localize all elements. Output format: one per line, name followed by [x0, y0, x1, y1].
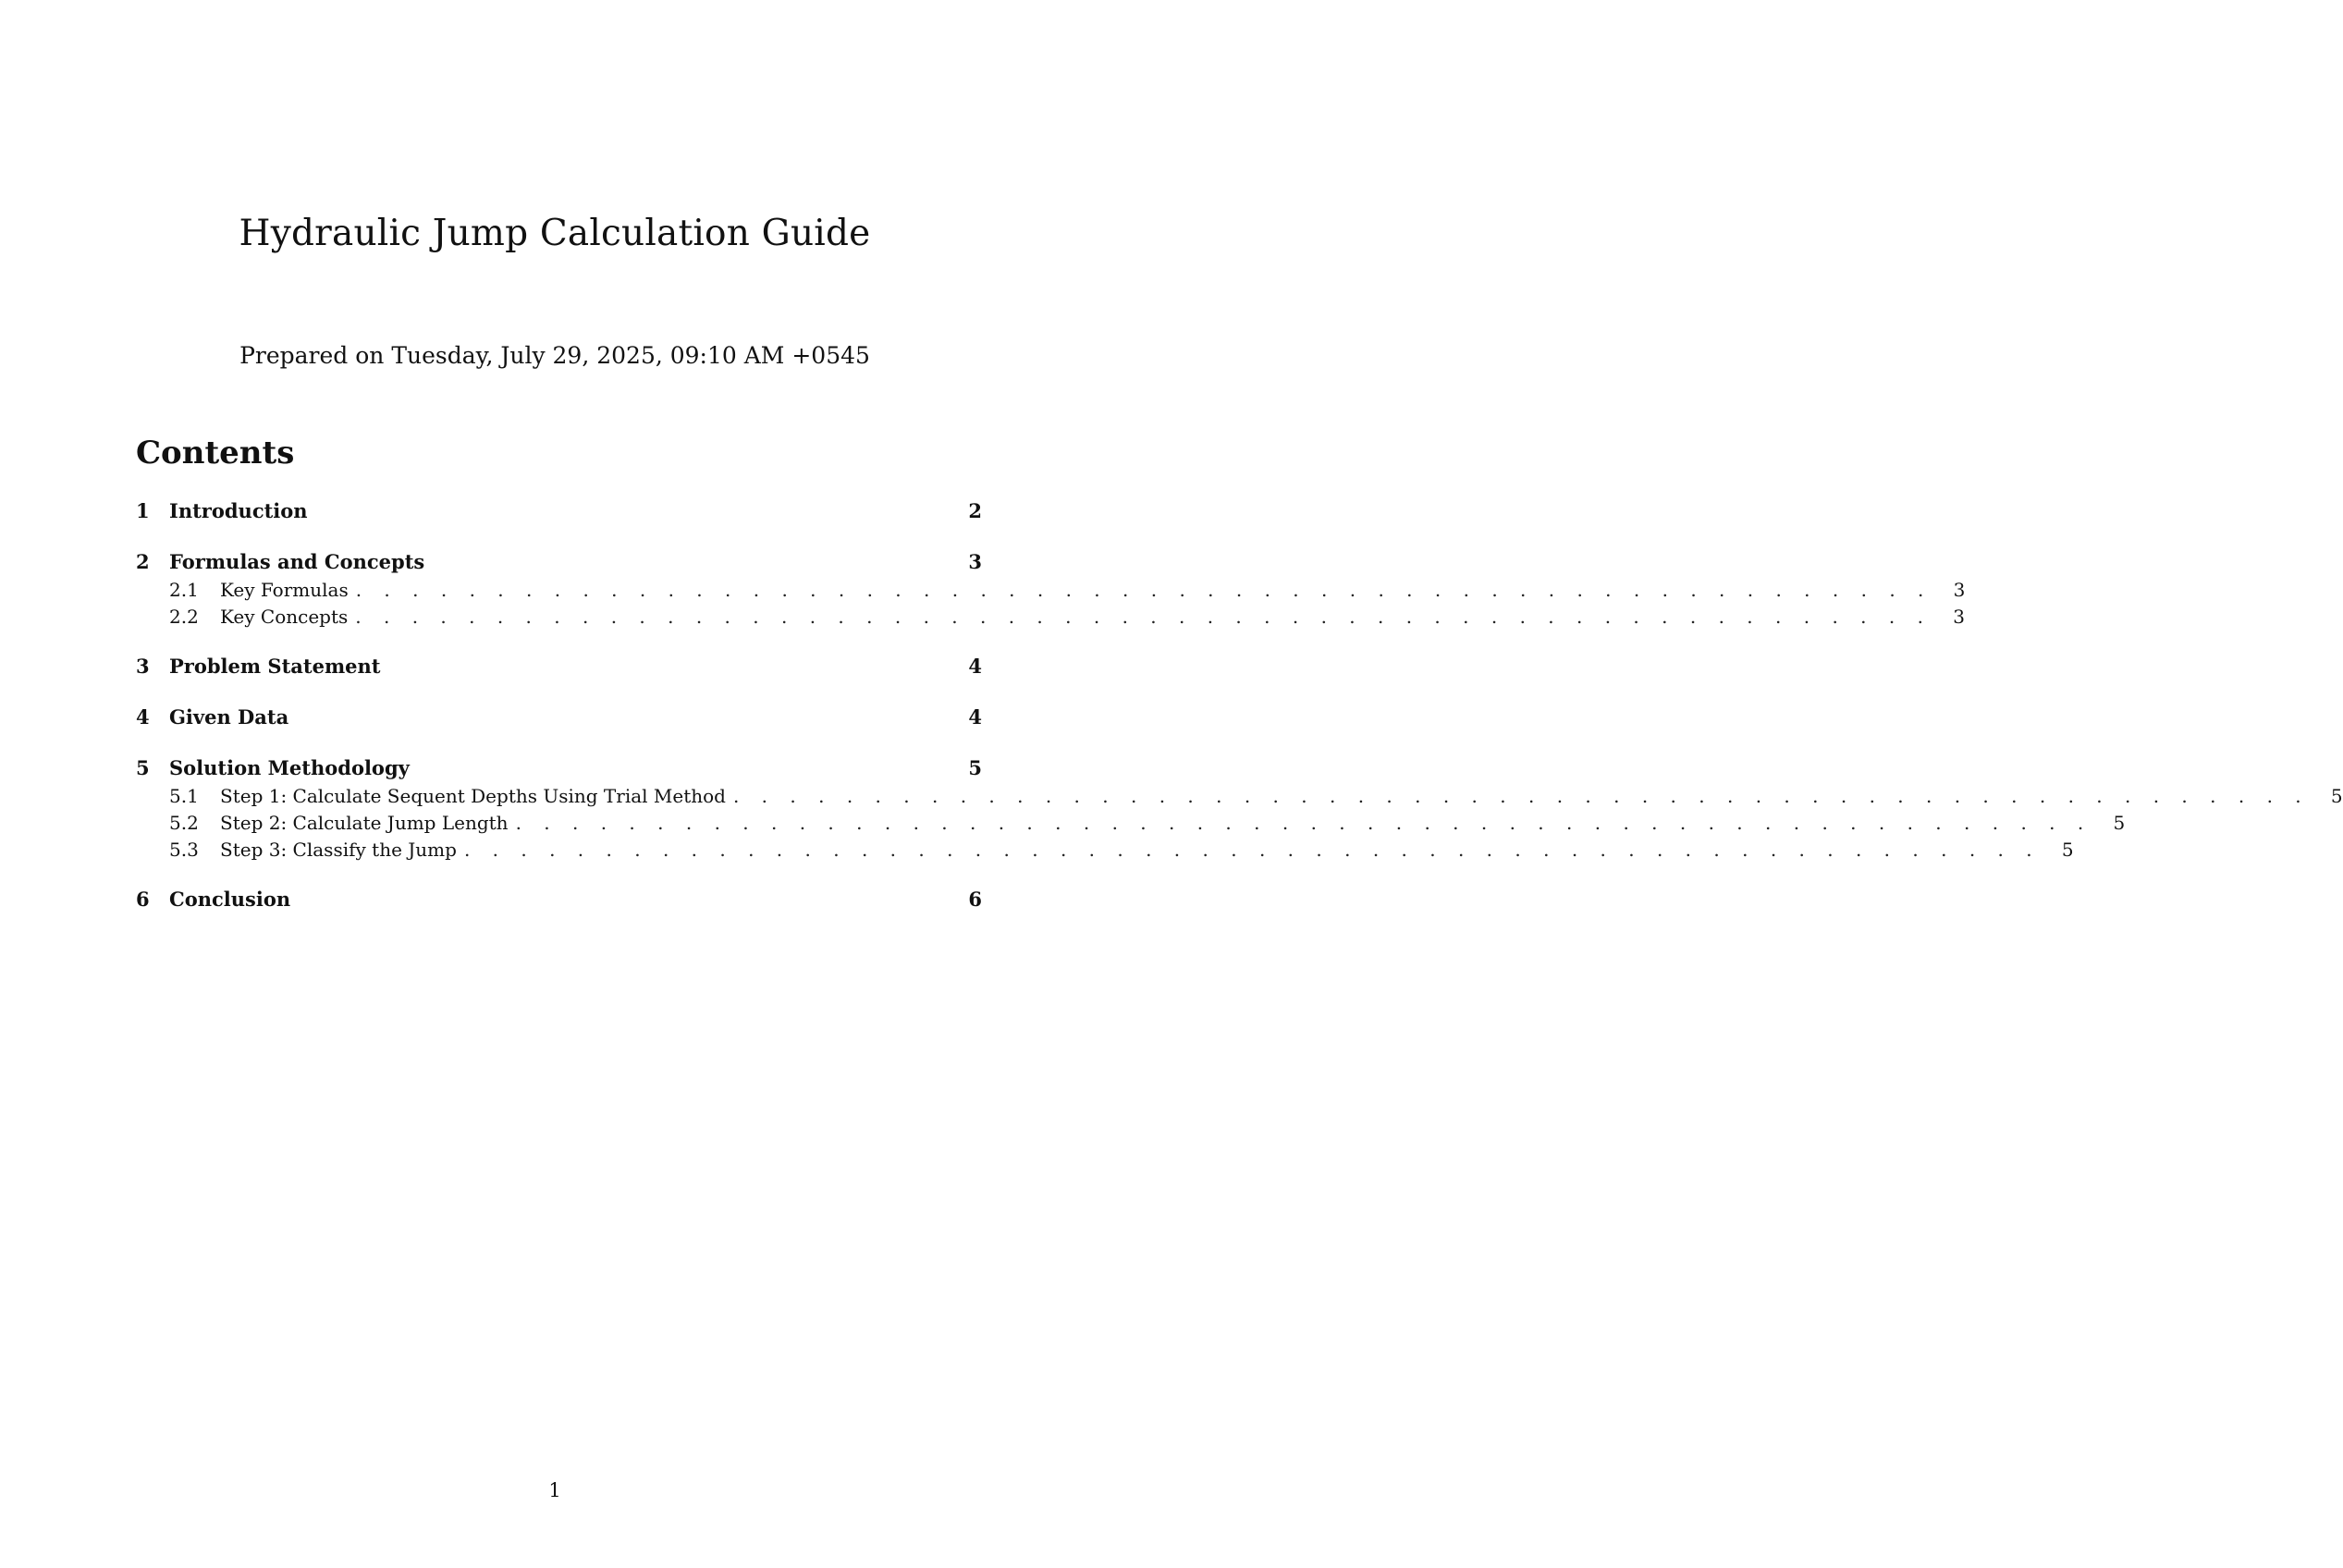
toc-entry-number: 5.1 [169, 785, 199, 807]
toc-entry-number: 5.3 [169, 839, 199, 861]
toc-entry-title: Conclusion [169, 888, 291, 911]
toc-entry-number: 3 [136, 655, 150, 678]
toc-entry-page: 2 [968, 499, 982, 522]
toc-entry-number: 2 [136, 550, 150, 573]
toc-entry-number: 1 [136, 499, 150, 522]
toc-entry-key-formulas[interactable] [136, 577, 1966, 604]
toc-entry-title: Solution Methodology [169, 756, 410, 779]
toc-entry-page: 5 [968, 756, 982, 779]
toc-entry-number: 6 [136, 888, 150, 911]
toc-entry-title: Key Concepts [220, 606, 349, 628]
table-of-contents [136, 435, 2343, 935]
page-number: 1 [548, 1479, 561, 1501]
toc-entry-number: 2.2 [169, 606, 199, 628]
toc-entry-number: 4 [136, 705, 150, 729]
toc-section [136, 702, 982, 732]
toc-entry-page: 5 [2113, 812, 2126, 834]
toc-entry-page: 5 [2330, 785, 2343, 807]
toc-entry-key-concepts[interactable] [136, 604, 1965, 631]
document-date: Prepared on Tuesday, July 29, 2025, 09:10 AM +0545 [239, 342, 870, 369]
toc-entry-formulas-and-concepts[interactable] [136, 546, 982, 577]
toc-dot-leader: . . . . . . . . . . . . . . . . . . . . . . . . . . . . . . . . . . . . . . . . . . . . . . . . . . . . . . . . [515, 812, 2092, 834]
toc-entry-step-1[interactable] [136, 783, 2343, 810]
toc-entry-title: Key Formulas [220, 579, 349, 601]
toc-entry-title: Step 3: Classify the Jump [220, 839, 457, 861]
toc-entry-introduction[interactable] [136, 496, 982, 526]
toc-heading: Contents [136, 435, 295, 472]
toc-dot-leader: . . . . . . . . . . . . . . . . . . . . . . . . . . . . . . . . . . . . . . . . . . . . . . . . . . . . . . . . [463, 839, 2041, 861]
toc-dot-leader: . . . . . . . . . . . . . . . . . . . . . . . . . . . . . . . . . . . . . . . . . . . . . . . . . . . . . . . . [732, 785, 2310, 807]
toc-section [136, 753, 2343, 864]
toc-entry-page: 6 [968, 888, 982, 911]
toc-entry-title: Step 1: Calculate Sequent Depths Using Trial Method [220, 785, 726, 807]
document-title: Hydraulic Jump Calculation Guide [239, 213, 871, 254]
toc-entry-step-2[interactable] [136, 810, 2126, 837]
toc-entry-title: Formulas and Concepts [169, 550, 425, 573]
toc-entry-given-data[interactable] [136, 702, 982, 732]
toc-entry-solution-methodology[interactable] [136, 753, 982, 783]
toc-entry-page: 3 [968, 550, 982, 573]
toc-section [136, 496, 982, 526]
toc-dot-leader: . . . . . . . . . . . . . . . . . . . . . . . . . . . . . . . . . . . . . . . . . . . . . . . . . . . . . . . . [355, 579, 1932, 601]
toc-entry-page: 3 [1953, 579, 1966, 601]
toc-entry-title: Given Data [169, 705, 289, 729]
toc-entry-title: Problem Statement [169, 655, 381, 678]
toc-entry-page: 3 [1953, 606, 1965, 628]
toc-entry-problem-statement[interactable] [136, 651, 982, 681]
toc-entry-page: 5 [2061, 839, 2074, 861]
toc-entry-number: 5 [136, 756, 150, 779]
toc-section [136, 546, 1966, 631]
toc-entry-page: 4 [968, 655, 982, 678]
toc-section [136, 884, 982, 914]
toc-entry-number: 2.1 [169, 579, 199, 601]
toc-entry-title: Introduction [169, 499, 308, 522]
toc-section [136, 651, 982, 681]
toc-entry-step-3[interactable] [136, 837, 2074, 864]
toc-entry-title: Step 2: Calculate Jump Length [220, 812, 509, 834]
toc-entry-number: 5.2 [169, 812, 199, 834]
toc-entry-conclusion[interactable] [136, 884, 982, 914]
toc-dot-leader: . . . . . . . . . . . . . . . . . . . . . . . . . . . . . . . . . . . . . . . . . . . . . . . . . . . . . . . . [355, 606, 1932, 628]
toc-entry-page: 4 [968, 705, 982, 729]
